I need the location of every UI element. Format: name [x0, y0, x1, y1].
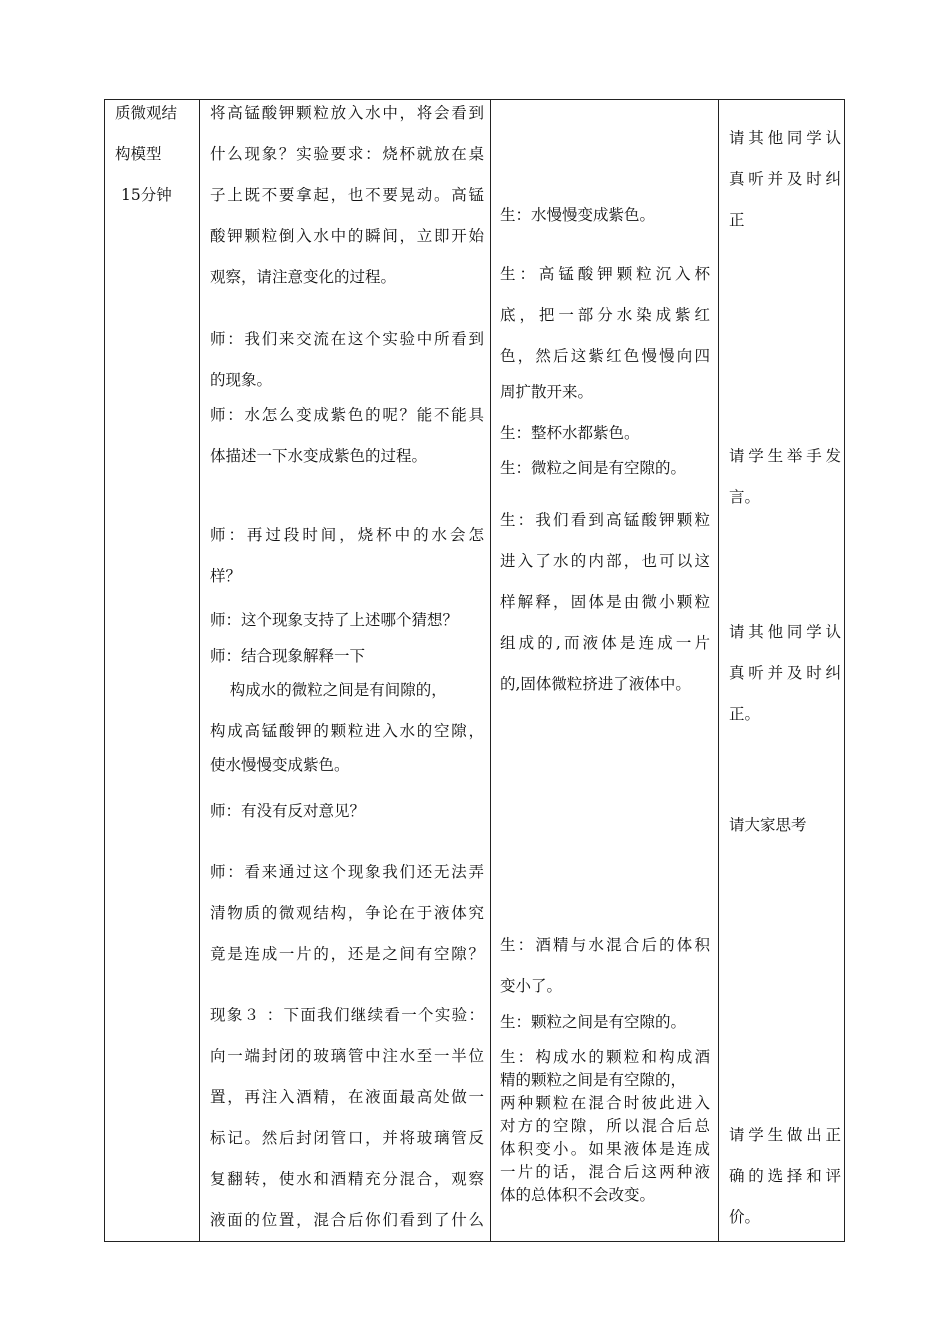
guidance-paragraph — [729, 118, 841, 241]
text-line: 竟是连成一片的，还是之间有空隙？ — [210, 945, 484, 963]
student-paragraph — [500, 422, 710, 445]
text-line: 样解释，固体是由微小颗粒 — [500, 593, 710, 611]
text-line: 子上既不要拿起，也不要晃动。高锰 — [210, 186, 484, 204]
student-paragraph — [500, 925, 710, 1007]
duration-label: 15分钟 — [121, 186, 172, 204]
text-line: 什么现象？实验要求：烧杯就放在桌 — [210, 145, 484, 163]
text-line: 变小了。 — [500, 977, 563, 995]
text-line: 色，然后这紫红色慢慢向四 — [500, 347, 710, 365]
text-line: 现象３ ：下面我们继续看一个实验： — [210, 1006, 484, 1024]
text-line: 标记。然后封闭管口，并将玻璃管反 — [210, 1129, 484, 1147]
student-activity-column — [491, 100, 718, 1241]
text-line: 师：再过段时间，烧杯中的水会怎 — [210, 526, 484, 544]
section-label — [115, 93, 177, 216]
teacher-paragraph — [210, 995, 484, 1241]
student-paragraph — [500, 1046, 710, 1207]
text-line: 体的总体积不会改变。 — [500, 1186, 656, 1204]
teacher-paragraph — [210, 852, 484, 975]
text-line: 生：颗粒之间是有空隙的。 — [500, 1013, 687, 1031]
guidance-paragraph — [729, 612, 841, 735]
text-line: 一片的话，混合后这两种液 — [500, 1163, 710, 1181]
guidance-paragraph — [729, 1115, 841, 1238]
text-line: 请学生举手发 — [729, 447, 841, 465]
text-line: 请大家思考 — [729, 816, 807, 834]
text-line: 价。 — [729, 1208, 761, 1226]
text-line: 使水慢慢变成紫色。 — [210, 756, 350, 774]
text-line: 师：这个现象支持了上述哪个猜想？ — [210, 611, 459, 629]
text-line: 师：水怎么变成紫色的呢？能不能具 — [210, 406, 484, 424]
text-line: 置，再注入酒精，在液面最高处做一 — [210, 1088, 484, 1106]
teacher-activity-column — [200, 100, 490, 1241]
student-paragraph — [500, 500, 710, 705]
section-label-line: 构模型 — [115, 145, 162, 163]
teacher-paragraph — [210, 645, 484, 668]
student-paragraph — [500, 195, 710, 236]
guidance-paragraph — [729, 805, 841, 846]
text-line: 真听并及时纠 — [729, 170, 841, 188]
teacher-paragraph — [210, 609, 484, 632]
text-line: 生：整杯水都紫色。 — [500, 424, 640, 442]
student-paragraph — [500, 254, 710, 407]
text-line: 生：酒精与水混合后的体积 — [500, 936, 710, 954]
text-line: 请学生做出正 — [729, 1126, 841, 1144]
text-line: 复翻转，使水和酒精充分混合，观察 — [210, 1170, 484, 1188]
text-line: 正 — [729, 211, 745, 229]
text-line: 周扩散开来。 — [500, 383, 594, 401]
text-line: 正。 — [729, 705, 761, 723]
text-line: 进入了水的内部，也可以这 — [500, 552, 710, 570]
text-line: 体积变小。如果液体是连成 — [500, 1140, 710, 1158]
teacher-paragraph — [210, 800, 484, 823]
text-line: 的,固体微粒挤进了液体中。 — [500, 675, 691, 693]
text-line: 酸钾颗粒倒入水中的瞬间，立即开始 — [210, 227, 484, 245]
teacher-paragraph — [210, 515, 484, 597]
text-line: 清物质的微观结构，争论在于液体究 — [210, 904, 484, 922]
student-paragraph — [500, 1011, 710, 1034]
text-line: 言。 — [729, 488, 761, 506]
text-line: 生：构成水的颗粒和构成酒 — [500, 1048, 710, 1066]
text-line: 师：看来通过这个现象我们还无法弄 — [210, 863, 484, 881]
section-label-column — [105, 100, 199, 1241]
text-line: 精的颗粒之间是有空隙的， — [500, 1071, 687, 1089]
teacher-paragraph — [210, 93, 484, 298]
text-line: 构成水的微粒之间是有间隙的， — [210, 681, 447, 699]
text-line: 生：水慢慢变成紫色。 — [500, 206, 656, 224]
text-line: 两种颗粒在混合时彼此进入 — [500, 1094, 710, 1112]
text-line: 真听并及时纠 — [729, 664, 841, 682]
text-line: 将高锰酸钾颗粒放入水中，将会看到 — [210, 104, 484, 122]
section-label-line: 质微观结 — [115, 104, 178, 122]
student-paragraph — [500, 457, 710, 480]
text-line: 师：有没有反对意见？ — [210, 802, 366, 820]
text-line: 确的选择和评 — [729, 1167, 841, 1185]
text-line: 组成的,而液体是连成一片 — [500, 634, 710, 652]
text-line: 体描述一下水变成紫色的过程。 — [210, 447, 428, 465]
teacher-paragraph — [210, 670, 484, 778]
text-line: 的现象。 — [210, 371, 273, 389]
text-line: 请其他同学认 — [729, 623, 841, 641]
text-line: 构成高锰酸钾的颗粒进入水的空隙， — [210, 722, 484, 740]
text-line: 生：高锰酸钾颗粒沉入杯 — [500, 265, 710, 283]
lesson-table — [104, 99, 845, 1242]
teacher-paragraph — [210, 395, 484, 477]
text-line: 观察，请注意变化的过程。 — [210, 268, 397, 286]
text-line: 对方的空隙，所以混合后总 — [500, 1117, 710, 1135]
text-line: 底，把一部分水染成紫红 — [500, 306, 710, 324]
guidance-column — [719, 100, 845, 1241]
text-line: 样？ — [210, 567, 242, 585]
text-line: 生：我们看到高锰酸钾颗粒 — [500, 511, 710, 529]
text-line: 生：微粒之间是有空隙的。 — [500, 459, 687, 477]
teacher-paragraph — [210, 319, 484, 401]
text-line: 液面的位置，混合后你们看到了什么 — [210, 1211, 484, 1229]
text-line: 向一端封闭的玻璃管中注水至一半位 — [210, 1047, 484, 1065]
text-line: 请其他同学认 — [729, 129, 841, 147]
text-line: 师：我们来交流在这个实验中所看到 — [210, 330, 484, 348]
guidance-paragraph — [729, 436, 841, 518]
text-line: 师：结合现象解释一下 — [210, 647, 366, 665]
